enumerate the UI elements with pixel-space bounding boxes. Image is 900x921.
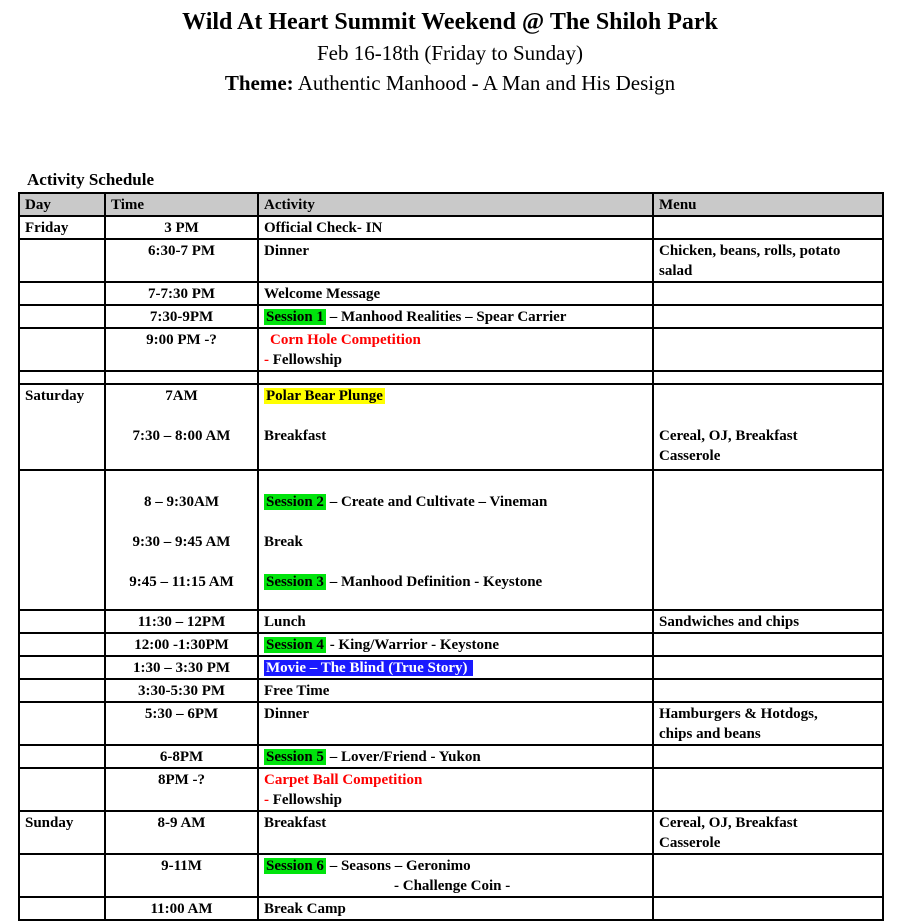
day-cell xyxy=(19,679,105,702)
activity-cell: Welcome Message xyxy=(258,282,653,305)
day-cell xyxy=(19,470,105,610)
column-header-time: Time xyxy=(105,193,258,216)
time-cell: 9-11M xyxy=(105,854,258,897)
activity-line: - Challenge Coin - xyxy=(394,878,511,894)
day-cell: Sunday xyxy=(19,811,105,854)
spacer-line xyxy=(659,386,877,406)
activity-line xyxy=(264,386,647,406)
menu-cell xyxy=(653,702,883,745)
table-row xyxy=(19,384,883,470)
menu-cell xyxy=(653,633,883,656)
menu-cell xyxy=(653,384,883,470)
table-row xyxy=(19,854,883,897)
day-cell xyxy=(19,854,105,897)
menu-line: Chicken, beans, rolls, potato xyxy=(659,243,841,259)
time-cell: 12:00 -1:30PM xyxy=(105,633,258,656)
time-line: 7AM xyxy=(165,388,198,404)
activity-cell xyxy=(258,745,653,768)
table-header-row xyxy=(19,193,883,216)
column-header-activity: Activity xyxy=(258,193,653,216)
session-highlight: Session 3 xyxy=(266,574,324,590)
spacer-line xyxy=(264,472,647,492)
time-cell: 7:30-9PM xyxy=(105,305,258,328)
menu-cell xyxy=(653,216,883,239)
menu-cell xyxy=(653,679,883,702)
activity-line: Breakfast xyxy=(264,428,327,444)
menu-cell xyxy=(653,328,883,371)
activity-text: – Lover/Friend - Yukon xyxy=(325,749,481,765)
red-dash: - xyxy=(264,352,273,368)
menu-cell xyxy=(653,656,883,679)
day-cell xyxy=(19,633,105,656)
spacer-line xyxy=(264,406,647,426)
time-cell xyxy=(105,470,258,610)
menu-cell xyxy=(653,470,883,610)
day-cell xyxy=(19,328,105,371)
time-cell: 3:30-5:30 PM xyxy=(105,679,258,702)
activity-cell xyxy=(258,328,653,371)
time-line: 9:30 – 9:45 AM xyxy=(132,534,231,550)
day-cell xyxy=(19,239,105,282)
activity-cell: Dinner xyxy=(258,239,653,282)
day-cell xyxy=(19,702,105,745)
spacer-line xyxy=(111,472,252,492)
time-line: 7:30 – 8:00 AM xyxy=(132,428,231,444)
table-row xyxy=(19,702,883,745)
activity-cell: Official Check- IN xyxy=(258,216,653,239)
time-cell: 5:30 – 6PM xyxy=(105,702,258,745)
menu-line: Cereal, OJ, Breakfast xyxy=(659,815,798,831)
table-row xyxy=(19,328,883,371)
theme-text: Authentic Manhood - A Man and His Design xyxy=(293,71,676,95)
activity-text: – Manhood Realities – Spear Carrier xyxy=(325,309,567,325)
time-cell: 8-9 AM xyxy=(105,811,258,854)
menu-cell xyxy=(653,371,883,384)
theme-line xyxy=(0,68,900,98)
session-highlight: Session 6 xyxy=(266,858,324,874)
activity-cell xyxy=(258,470,653,610)
activity-cell xyxy=(258,854,653,897)
spacer-line xyxy=(264,512,647,532)
menu-cell xyxy=(653,305,883,328)
time-cell: 11:30 – 12PM xyxy=(105,610,258,633)
menu-cell xyxy=(653,897,883,920)
activity-line: Break xyxy=(264,534,303,550)
time-line: 9:45 – 11:15 AM xyxy=(129,574,234,590)
menu-cell xyxy=(653,854,883,897)
spacer-line xyxy=(659,406,877,426)
yellow-highlight: Polar Bear Plunge xyxy=(266,388,383,404)
activity-line-red: Corn Hole Competition xyxy=(270,332,421,348)
time-cell: 1:30 – 3:30 PM xyxy=(105,656,258,679)
activity-line xyxy=(264,856,647,876)
spacer-line xyxy=(111,512,252,532)
day-cell: Saturday xyxy=(19,384,105,470)
activity-line-red: Carpet Ball Competition xyxy=(264,772,423,788)
activity-text: – Seasons – Geronimo xyxy=(325,858,471,874)
table-row xyxy=(19,216,883,239)
table-row xyxy=(19,633,883,656)
table-row xyxy=(19,610,883,633)
activity-cell xyxy=(258,656,653,679)
page-title: Wild At Heart Summit Weekend @ The Shiloh Park xyxy=(182,9,718,35)
menu-cell xyxy=(653,768,883,811)
activity-cell: Lunch xyxy=(258,610,653,633)
movie-highlight: Movie – The Blind (True Story) xyxy=(264,660,473,676)
theme-label: Theme: xyxy=(224,71,294,95)
day-cell xyxy=(19,897,105,920)
spacer-line xyxy=(111,406,252,426)
session-highlight: Session 5 xyxy=(266,749,324,765)
menu-line: salad xyxy=(659,263,693,279)
day-cell xyxy=(19,656,105,679)
table-row xyxy=(19,745,883,768)
table-row xyxy=(19,656,883,679)
time-cell xyxy=(105,384,258,470)
table-row xyxy=(19,679,883,702)
activity-line xyxy=(264,492,647,512)
activity-cell xyxy=(258,633,653,656)
column-header-day: Day xyxy=(19,193,105,216)
menu-line: chips and beans xyxy=(659,726,761,742)
activity-cell xyxy=(258,371,653,384)
time-cell: 3 PM xyxy=(105,216,258,239)
menu-cell xyxy=(653,811,883,854)
activity-cell xyxy=(258,305,653,328)
menu-cell: Sandwiches and chips xyxy=(653,610,883,633)
session-highlight: Session 2 xyxy=(266,494,324,510)
page-header xyxy=(0,0,900,98)
session-highlight: Session 4 xyxy=(266,637,324,653)
time-cell: 7-7:30 PM xyxy=(105,282,258,305)
table-row xyxy=(19,282,883,305)
table-row xyxy=(19,470,883,610)
activity-text: – Create and Cultivate – Vineman xyxy=(325,494,548,510)
day-cell xyxy=(19,371,105,384)
section-title: Activity Schedule xyxy=(27,170,155,189)
table-row xyxy=(19,897,883,920)
time-cell: 9:00 PM -? xyxy=(105,328,258,371)
activity-line xyxy=(264,350,647,370)
day-cell xyxy=(19,610,105,633)
time-cell xyxy=(105,371,258,384)
menu-cell xyxy=(653,282,883,305)
table-row xyxy=(19,811,883,854)
activity-cell xyxy=(258,768,653,811)
table-row-empty xyxy=(19,371,883,384)
time-cell: 8PM -? xyxy=(105,768,258,811)
day-cell: Friday xyxy=(19,216,105,239)
activity-cell: Break Camp xyxy=(258,897,653,920)
day-cell xyxy=(19,305,105,328)
red-dash: - xyxy=(264,792,273,808)
spacer-line xyxy=(264,552,647,572)
table-row xyxy=(19,305,883,328)
activity-cell xyxy=(258,384,653,470)
time-line: 8 – 9:30AM xyxy=(144,494,219,510)
day-cell xyxy=(19,745,105,768)
time-cell: 6-8PM xyxy=(105,745,258,768)
day-cell xyxy=(19,768,105,811)
activity-line xyxy=(264,790,647,810)
activity-cell: Dinner xyxy=(258,702,653,745)
session-highlight: Session 1 xyxy=(266,309,324,325)
menu-line: Cereal, OJ, Breakfast xyxy=(659,428,798,444)
activity-text: - King/Warrior - Keystone xyxy=(325,637,499,653)
activity-cell: Breakfast xyxy=(258,811,653,854)
spacer-line xyxy=(111,552,252,572)
menu-line: Hamburgers & Hotdogs, xyxy=(659,706,818,722)
menu-cell xyxy=(653,745,883,768)
menu-line: Casserole xyxy=(659,448,721,464)
activity-line xyxy=(264,572,647,592)
menu-cell xyxy=(653,239,883,282)
activity-cell: Free Time xyxy=(258,679,653,702)
activity-text: Fellowship xyxy=(272,352,342,368)
activity-text: – Manhood Definition - Keystone xyxy=(325,574,543,590)
schedule-table xyxy=(18,192,884,921)
table-row xyxy=(19,239,883,282)
day-cell xyxy=(19,282,105,305)
time-cell: 6:30-7 PM xyxy=(105,239,258,282)
activity-text: Fellowship xyxy=(272,792,342,808)
column-header-menu: Menu xyxy=(653,193,883,216)
page-subtitle: Feb 16-18th (Friday to Sunday) xyxy=(317,41,583,65)
menu-line: Casserole xyxy=(659,835,721,851)
time-cell: 11:00 AM xyxy=(105,897,258,920)
table-row xyxy=(19,768,883,811)
